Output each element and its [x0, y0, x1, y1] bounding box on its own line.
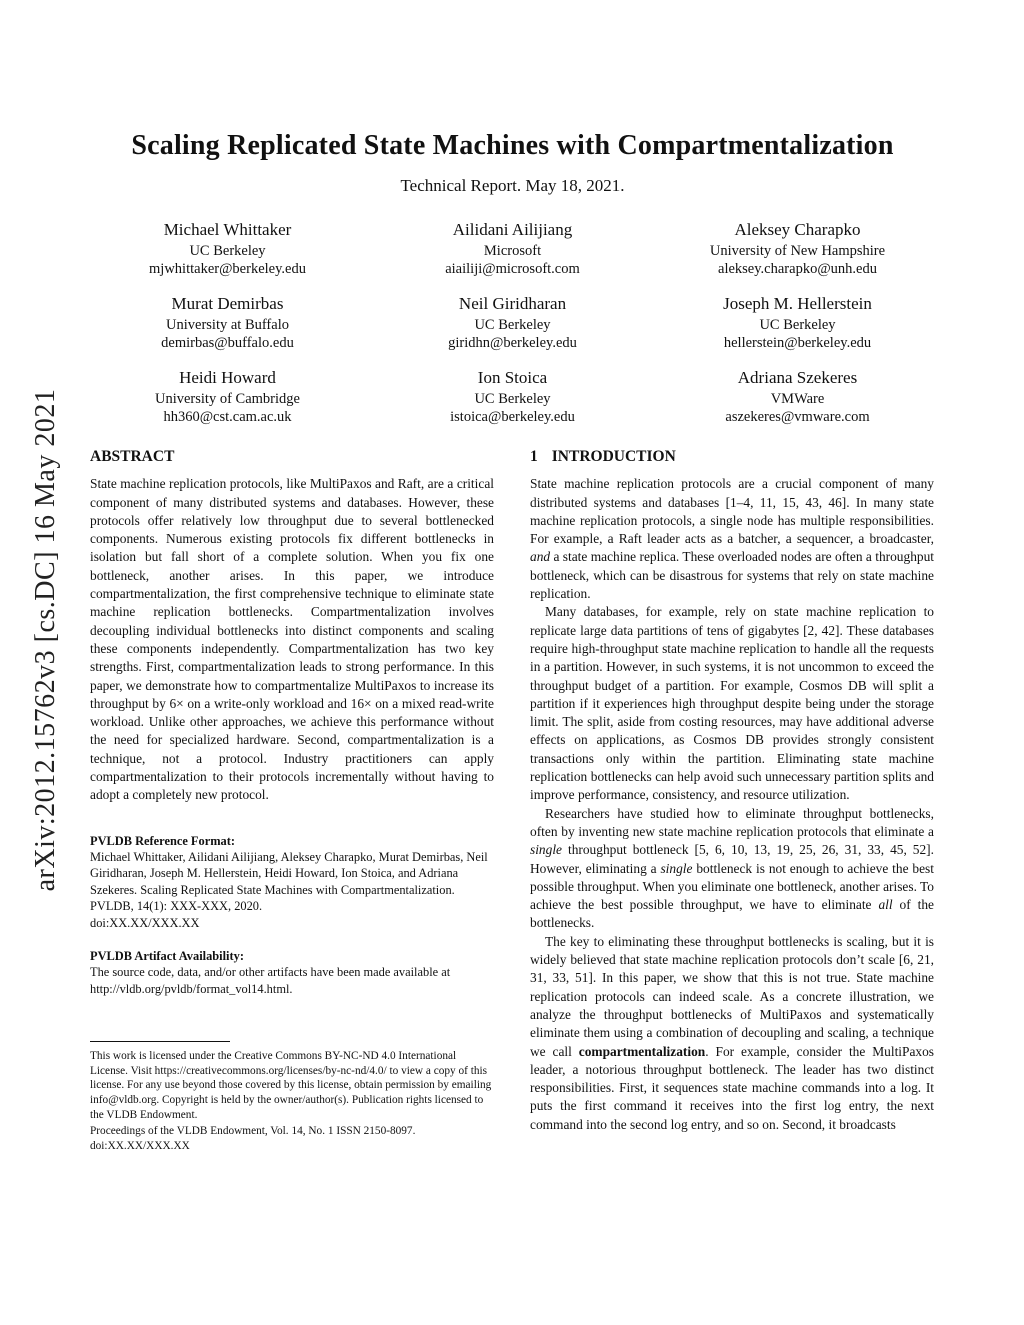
author-name: Ailidani Ailijiang [452, 220, 573, 239]
author-block [90, 294, 365, 352]
author-block [375, 368, 650, 426]
author-name: Aleksey Charapko [734, 220, 861, 239]
pvldb-artifact-heading: PVLDB Artifact Availability: [90, 949, 244, 964]
section-number: 1 [530, 448, 538, 465]
author-email: aiailiji@microsoft.com [445, 261, 580, 277]
author-name: Murat Demirbas [171, 294, 284, 313]
pvldb-reference-text: Michael Whittaker, Ailidani Ailijiang, Aleksey Charapko, Murat Demirbas, Neil Giridharan, Joseph M. Hellerstein, Heidi Howard, Ion Stoica, and Adriana Szekeres. Scaling Replicated State Machines with Compartmentalization. PVLDB, 14(1): XXX-XXX, 2020. [90, 850, 488, 914]
pvldb-artifact-text [90, 964, 494, 997]
author-affiliation: UC Berkeley [474, 317, 551, 333]
author-affiliation: UC Berkeley [189, 243, 266, 259]
two-column-body [90, 448, 935, 1153]
author-block [90, 368, 365, 426]
intro-paragraph-2: Many databases, for example, rely on state machine replication to replicate large data partitions of tens of gigabytes [2, 42]. These databases require high-throughput state machine replication to handle all the requests in a partition. However, in such systems, it is not uncommon to exceed the throughput budget of a partition. For example, Cosmos DB will split a partition if it experiences high throughput despite being under the storage limit. The split, aside from costing resources, may have additional adverse effects on applications, as Cosmos DB provides strongly consistent transactions only within the partition. Eliminating state machine replication bottlenecks can help avoid such unnecessary partition splits and improve performance, consistency, and resource utilization. [530, 604, 934, 803]
license-footnote [90, 1041, 494, 1153]
author-email: aszekeres@vmware.com [725, 409, 870, 425]
author-affiliation: University at Buffalo [166, 317, 289, 333]
paper-subtitle: Technical Report. May 18, 2021. [400, 176, 625, 195]
author-affiliation: University of New Hampshire [709, 243, 886, 259]
author-affiliation: Microsoft [483, 243, 542, 259]
author-affiliation: University of Cambridge [155, 391, 300, 407]
author-grid [90, 220, 935, 426]
left-column [90, 448, 494, 1153]
author-block [660, 220, 935, 278]
arxiv-watermark: arXiv:2012.15762v3 [cs.DC] 16 May 2021 [30, 388, 61, 892]
author-block [375, 294, 650, 352]
author-name: Michael Whittaker [163, 220, 292, 239]
pvldb-reference-doi: doi:XX.XX/XXX.XX [90, 915, 200, 930]
artifact-statement: The source code, data, and/or other artifacts have been made available at [90, 965, 451, 980]
abstract-heading: ABSTRACT [90, 448, 175, 465]
author-name: Adriana Szekeres [737, 368, 858, 387]
author-affiliation: UC Berkeley [474, 391, 551, 407]
author-affiliation: VMWare [770, 391, 825, 407]
author-email: istoica@berkeley.edu [450, 409, 575, 425]
author-email: hellerstein@berkeley.edu [723, 335, 872, 351]
footnote-rule [90, 1041, 230, 1042]
artifact-url-link[interactable]: http://vldb.org/pvldb/format_vol14.html. [90, 981, 293, 996]
author-email: aleksey.charapko@unh.edu [718, 261, 877, 277]
license-text: This work is licensed under the Creative Commons BY-NC-ND 4.0 International License. Visit https://creativecommons.org/licenses/by-nc-nd/4.0/ to view a copy of this license. For any use beyond those covered by this license, obtain permission by emailing info@vldb.org. Copyright is held by the owner/author(s). Publication rights licensed to the VLDB Endowment. [90, 1050, 492, 1121]
author-block [660, 368, 935, 426]
pvldb-artifact-section [90, 948, 494, 997]
right-column [530, 448, 934, 1153]
pvldb-reference-section [90, 833, 494, 931]
author-block [375, 220, 650, 278]
author-affiliation: UC Berkeley [759, 317, 836, 333]
pvldb-reference-heading: PVLDB Reference Format: [90, 833, 235, 848]
paper-title: Scaling Replicated State Machines with Compartmentalization [131, 130, 894, 161]
paper-page [90, 130, 935, 1153]
introduction-heading [530, 448, 934, 466]
author-email: giridhn@berkeley.edu [448, 335, 577, 351]
proceedings-line: Proceedings of the VLDB Endowment, Vol. 14, No. 1 ISSN 2150-8097. [90, 1125, 416, 1138]
license-doi: doi:XX.XX/XXX.XX [90, 1139, 190, 1152]
intro-paragraph-4: The key to eliminating these throughput bottlenecks is scaling, but it is widely believed that state machine replication protocols don’t scale [6, 21, 31, 33, 51]. In this paper, we show that this is not true. State machine replication protocols can indeed scale. As a concrete illustration, we analyze the throughput bottlenecks of MultiPaxos and systematically eliminate them using a combination of decoupling and scaling, a technique we call compartmentalization. For example, consider the MultiPaxos leader, a notorious throughput bottleneck. The leader has two distinct responsibilities. First, it sequences state machine commands into a log. It puts the first command it receives into the first log entry, the next command into the second log entry, and so on. Second, it broadcasts [530, 933, 934, 1132]
author-email: demirbas@buffalo.edu [161, 335, 294, 351]
author-name: Joseph M. Hellerstein [723, 294, 872, 313]
section-title: INTRODUCTION [551, 448, 676, 465]
author-name: Neil Giridharan [458, 294, 567, 313]
author-name: Heidi Howard [179, 368, 276, 387]
author-name: Ion Stoica [477, 368, 548, 387]
intro-paragraph-3: Researchers have studied how to eliminate throughput bottlenecks, often by inventing new state machine replication protocols that eliminate a single throughput bottleneck [5, 6, 10, 13, 19, 25, 26, 31, 33, 45, 52]. However, eliminating a single bottleneck is not enough to achieve the best possible throughput. When you eliminate one bottleneck, another arises. To achieve the best possible throughput, we have to eliminate all of the bottlenecks. [530, 805, 934, 931]
author-email: mjwhittaker@berkeley.edu [149, 261, 306, 277]
abstract-text: State machine replication protocols, like MultiPaxos and Raft, are a critical component of many distributed systems and databases. However, these protocols offer relatively low throughput due to several bottlenecked components. Numerous existing protocols fix different bottlenecks in isolation but fall short of a complete solution. When you fix one bottleneck, another arises. In this paper, we introduce compartmentalization, the first comprehensive technique to eliminate state machine replication bottlenecks. Compartmentalization involves decoupling individual bottlenecks into distinct components and scaling these components independently. Compartmentalization has two key strengths. First, compartmentalization leads to strong performance. In this paper, we demonstrate how to compartmentalize MultiPaxos to increase its throughput by 6× on a write-only workload and 16× on a mixed read-write workload. Unlike other approaches, we achieve this performance without the need for specialized hardware. Second, compartmentalization is a technique, not a protocol. Industry practitioners can apply compartmentalization to their protocols incrementally without having to adopt a completely new protocol. [90, 476, 494, 803]
author-email: hh360@cst.cam.ac.uk [163, 409, 292, 425]
author-block [90, 220, 365, 278]
intro-paragraph-1: State machine replication protocols are a crucial component of many distributed systems and databases [1–4, 11, 15, 43, 46]. In many state machine replication protocols, a single node has multiple responsibilities. For example, a Raft leader acts as a batcher, a sequencer, a broadcaster, and a state machine replica. These overloaded nodes are often a throughput bottleneck, which can be disastrous for systems that rely on state machine replication. [530, 476, 934, 602]
author-block [660, 294, 935, 352]
